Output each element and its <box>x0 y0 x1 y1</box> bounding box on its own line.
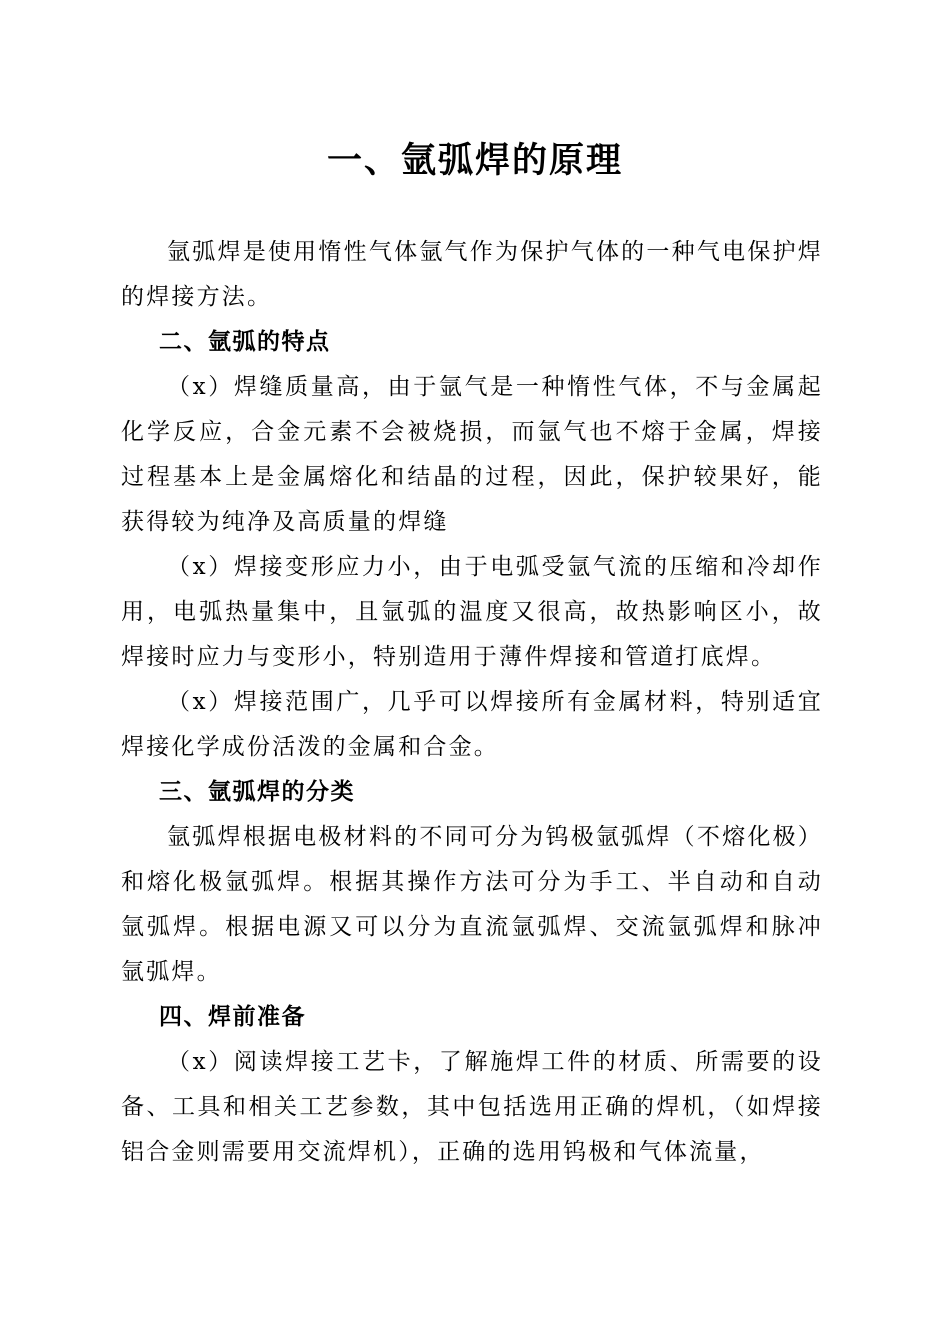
feature-item-3: （x）焊接范围广，几乎可以焊接所有金属材料，特别适宜焊接化学成份活泼的金属和合金。 <box>121 689 823 760</box>
preparation-item-1: （x）阅读焊接工艺卡，了解施焊工件的材质、所需要的设备、工具和相关工艺参数，其中包括选用正确的焊机，（如焊接铝合金则需要用交流焊机），正确的选用钨极和气体流量， <box>121 1049 823 1165</box>
classification-paragraph: 氩弧焊根据电极材料的不同可分为钨极氩弧焊（不熔化极）和熔化极氩弧焊。根据其操作方法可分为手工、半自动和自动氩弧焊。根据电源又可以分为直流氩弧焊、交流氩弧焊和脉冲氩弧焊。 <box>121 824 823 985</box>
section-heading-classification: 三、氩弧焊的分类 <box>159 779 355 805</box>
intro-paragraph: 氩弧焊是使用惰性气体氩气作为保护气体的一种气电保护焊的焊接方法。 <box>121 239 823 310</box>
feature-item-1: （x）焊缝质量高，由于氩气是一种惰性气体，不与金属起化学反应，合金元素不会被烧损，而氩气也不熔于金属，焊接过程基本上是金属熔化和结晶的过程，因此，保护较果好，能获得较为纯净及高质量的焊缝 <box>121 374 823 535</box>
section-heading-preparation: 四、焊前准备 <box>159 1004 306 1030</box>
section-heading-features: 二、氩弧的特点 <box>159 329 331 355</box>
document-body <box>121 230 823 1175</box>
feature-item-2: （x）焊接变形应力小，由于电弧受氩气流的压缩和冷却作用，电弧热量集中，且氩弧的温度又很高，故热影响区小，故焊接时应力与变形小，特别造用于薄件焊接和管道打底焊。 <box>121 554 823 670</box>
document-title: 一、氩弧焊的原理 <box>326 141 623 181</box>
